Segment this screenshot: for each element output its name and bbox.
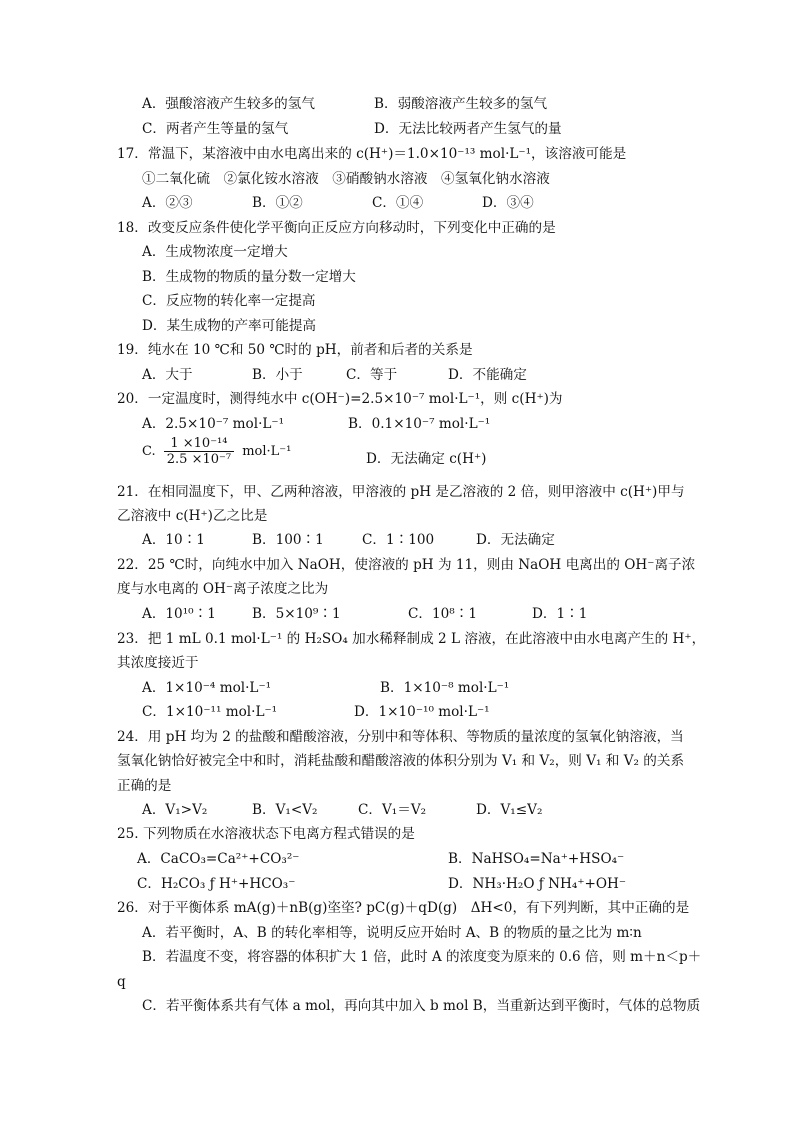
q26-option-a: A．若平衡时，A、B 的转化率相等，说明反应开始时 A、B 的物质的量之比为 m∶n — [142, 925, 642, 941]
q20-stem: 20．一定温度时，测得纯水中 c(OH⁻)=2.5×10⁻⁷ mol·L⁻¹，则 c(H⁺)为 — [117, 391, 563, 407]
q24-stem-line2: 氢氧化钠恰好被完全中和时，消耗盐酸和醋酸溶液的体积分别为 V₁ 和 V₂，则 V₁ 和 V₂ 的关系 — [117, 753, 685, 769]
q26-option-b-line2: q — [117, 974, 126, 990]
q26-option-b-line1: B．若温度不变，将容器的体积扩大 1 倍，此时 A 的浓度变为原来的 0.6 倍，则 m＋n＜p＋ — [142, 949, 702, 965]
q26-stem: 26．对于平衡体系 mA(g)＋nB(g)垐垐? pC(g)＋qD(g) ΔH<0，有下列判断，其中正确的是 — [117, 900, 690, 916]
q20-option-c-numerator: 1 ×10⁻¹⁴ — [164, 436, 234, 452]
q22-stem-line2: 度与水电离的 OH⁻离子浓度之比为 — [117, 581, 329, 597]
q23-option-a: A．1×10⁻⁴ mol·L⁻¹ — [142, 680, 272, 696]
q18-option-b: B．生成物的物质的量分数一定增大 — [142, 269, 356, 285]
q25-option-c: C．H₂CO₃ ƒ H⁺+HCO₃⁻ — [137, 876, 296, 892]
q23-option-c: C．1×10⁻¹¹ mol·L⁻¹ — [142, 704, 278, 720]
q20-option-c — [142, 436, 291, 467]
q16-option-c: C．两者产生等量的氢气 — [142, 121, 289, 137]
q21-stem-line2: 乙溶液中 c(H⁺)乙之比是 — [117, 508, 268, 524]
q16-option-d: D．无法比较两者产生氢气的量 — [374, 121, 562, 137]
q17-option-b: B．①② — [252, 195, 303, 211]
q22-option-a: A．10¹⁰∶1 — [142, 606, 216, 622]
q24-option-b: B．V₁<V₂ — [252, 802, 318, 818]
q18-option-a: A．生成物浓度一定增大 — [142, 244, 288, 260]
q21-option-b: B．100∶1 — [252, 532, 324, 548]
q21-stem-line1: 21．在相同温度下，甲、乙两种溶液，甲溶液的 pH 是乙溶液的 2 倍，则甲溶液中 c(H⁺)甲与 — [117, 484, 685, 500]
q20-option-c-prefix: C. — [142, 444, 156, 459]
q21-option-d: D．无法确定 — [476, 532, 555, 548]
q19-option-b: B．小于 — [252, 367, 303, 383]
q26-option-c: C．若平衡体系共有气体 a mol，再向其中加入 b mol B，当重新达到平衡时，气体的总物质 — [142, 998, 701, 1014]
q22-option-c: C．10⁸∶1 — [408, 606, 477, 622]
q19-option-c: C．等于 — [346, 367, 398, 383]
q25-option-b: B．NaHSO₄=Na⁺+HSO₄⁻ — [448, 851, 625, 867]
q16-option-b: B．弱酸溶液产生较多的氢气 — [374, 96, 548, 112]
q19-option-d: D．不能确定 — [448, 367, 527, 383]
q25-option-a: A．CaCO₃=Ca²⁺+CO₃²⁻ — [137, 851, 300, 867]
q20-option-c-unit: mol·L⁻¹ — [242, 444, 292, 459]
q20-option-a: A．2.5×10⁻⁷ mol·L⁻¹ — [142, 416, 285, 432]
q20-option-d: D．无法确定 c(H⁺) — [366, 451, 487, 467]
q21-option-a: A．10∶1 — [142, 532, 205, 548]
q24-option-a: A．V₁>V₂ — [142, 802, 208, 818]
q24-stem-line1: 24．用 pH 均为 2 的盐酸和醋酸溶液，分别中和等体积、等物质的量浓度的氢氧化钠溶液，当 — [117, 729, 684, 745]
q23-option-b: B．1×10⁻⁸ mol·L⁻¹ — [380, 680, 510, 696]
q21-option-c: C．1∶100 — [362, 532, 435, 548]
q18-option-d: D．某生成物的产率可能提高 — [142, 318, 317, 334]
q25-stem: 25. 下列物质在水溶液状态下电离方程式错误的是 — [117, 826, 415, 842]
q20-option-b: B．0.1×10⁻⁷ mol·L⁻¹ — [348, 416, 491, 432]
q18-option-c: C．反应物的转化率一定提高 — [142, 293, 316, 309]
q24-stem-line3: 正确的是 — [117, 778, 172, 794]
q17-option-a: A．②③ — [142, 195, 193, 211]
q22-option-b: B．5×10⁹∶1 — [252, 606, 341, 622]
q20-option-c-denominator: 2.5 ×10⁻⁷ — [166, 452, 232, 467]
q23-option-d: D．1×10⁻¹⁰ mol·L⁻¹ — [354, 704, 490, 720]
q19-stem: 19．纯水在 10 ℃和 50 ℃时的 pH，前者和后者的关系是 — [117, 342, 473, 358]
q25-option-d: D．NH₃·H₂O ƒ NH₄⁺+OH⁻ — [448, 876, 627, 892]
q20-option-c-fraction — [164, 436, 234, 467]
q23-stem-line2: 其浓度接近于 — [117, 655, 199, 671]
q24-option-d: D．V₁≤V₂ — [476, 802, 543, 818]
q24-option-c: C．V₁＝V₂ — [358, 802, 427, 818]
q23-stem-line1: 23．把 1 mL 0.1 mol·L⁻¹ 的 H₂SO₄ 加水稀释制成 2 L 溶液，在此溶液中由水电离产生的 H⁺， — [117, 631, 706, 647]
q17-items: ①二氧化硫 ②氯化铵水溶液 ③硝酸钠水溶液 ④氢氧化钠水溶液 — [142, 171, 550, 187]
q22-option-d: D．1∶1 — [532, 606, 588, 622]
q17-option-c: C．①④ — [372, 195, 424, 211]
q22-stem-line1: 22．25 ℃时，向纯水中加入 NaOH，使溶液的 pH 为 11，则由 NaOH 电离出的 OH⁻离子浓 — [117, 557, 696, 573]
q18-stem: 18．改变反应条件使化学平衡向正反应方向移动时，下列变化中正确的是 — [117, 220, 556, 236]
q19-option-a: A．大于 — [142, 367, 193, 383]
q16-option-a: A．强酸溶液产生较多的氢气 — [142, 96, 315, 112]
q17-option-d: D．③④ — [482, 195, 534, 211]
q17-stem: 17．常温下，某溶液中由水电离出来的 c(H⁺)＝1.0×10⁻¹³ mol·L⁻¹，该溶液可能是 — [117, 146, 627, 162]
